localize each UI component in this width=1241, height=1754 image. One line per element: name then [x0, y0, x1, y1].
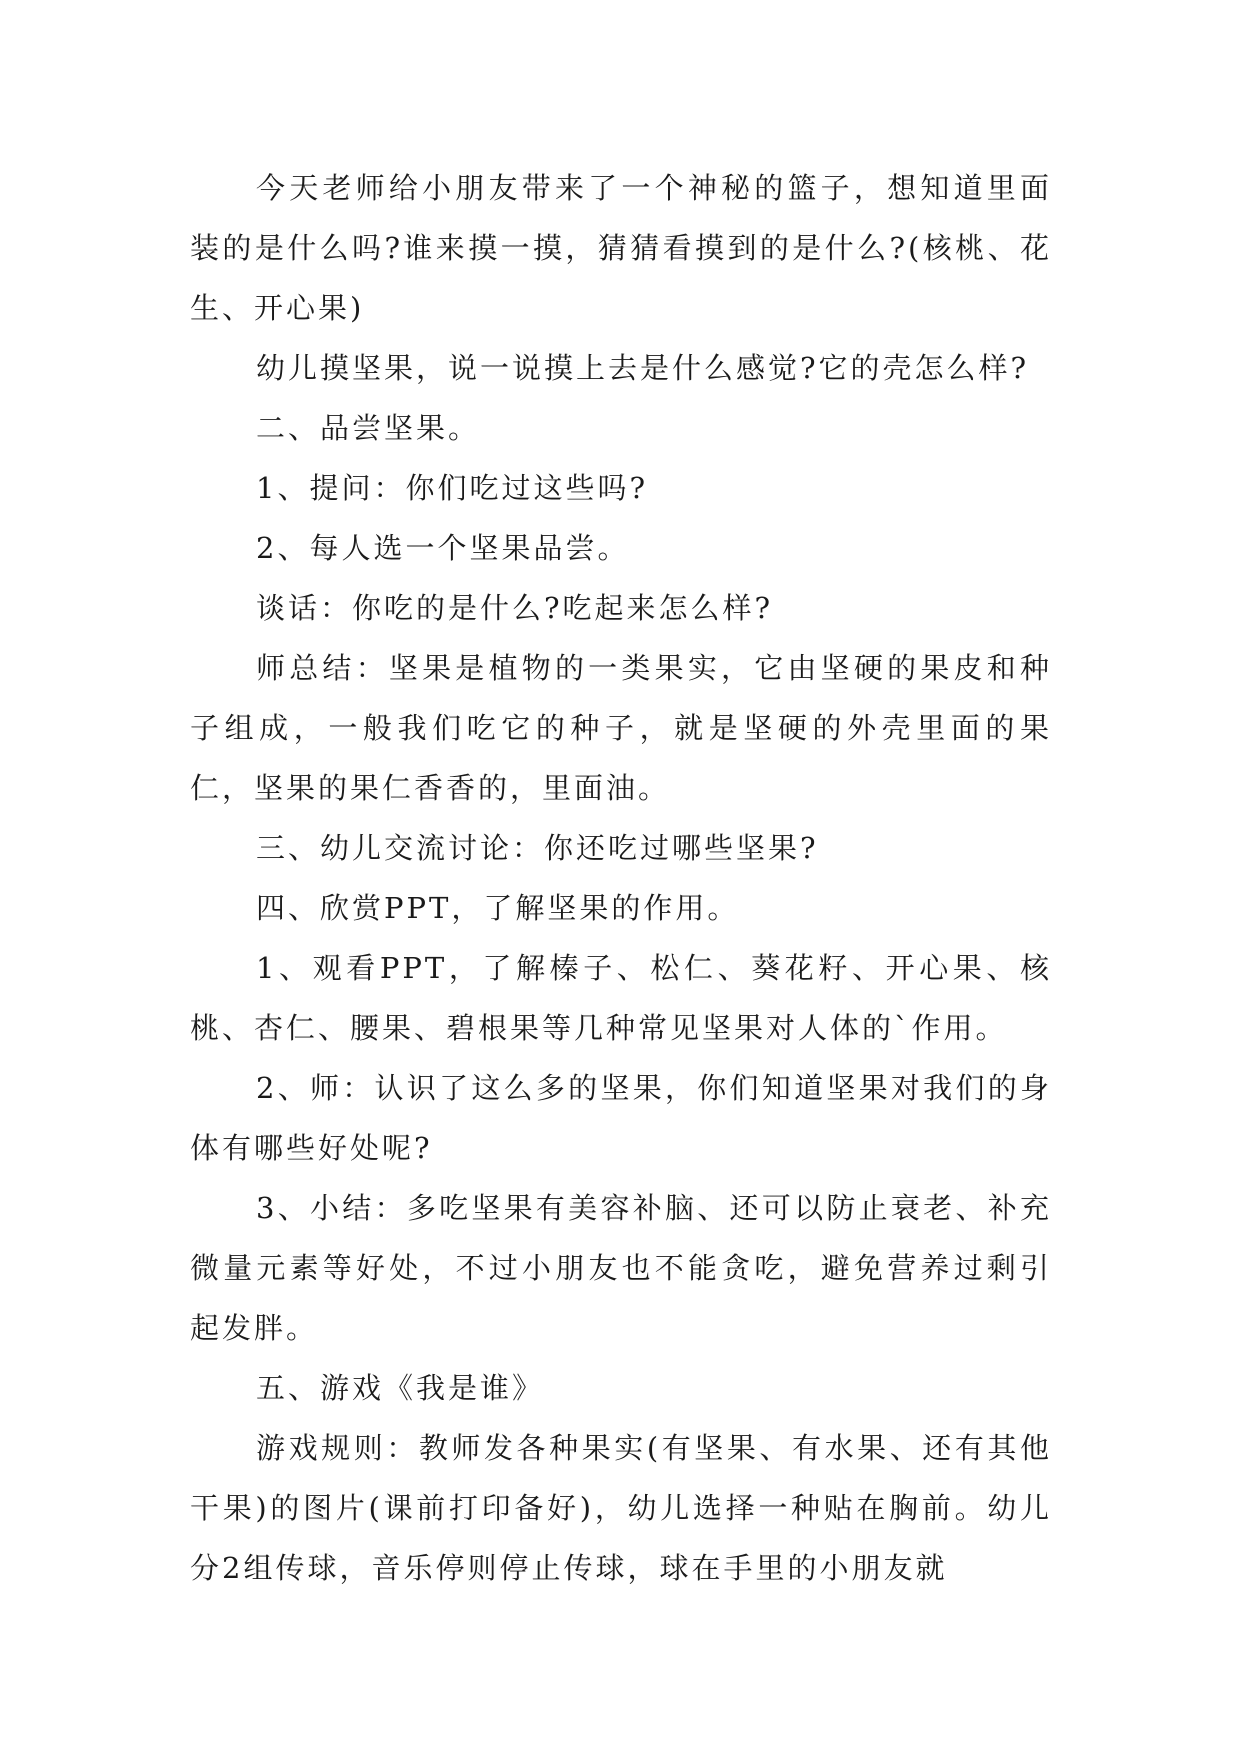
paragraph: 五、游戏《我是谁》	[256, 1371, 545, 1405]
paragraph: 谈话：你吃的是什么?吃起来怎么样?	[256, 591, 774, 625]
paragraph: 三、幼儿交流讨论：你还吃过哪些坚果?	[256, 831, 819, 865]
paragraph: 1、提问：你们吃过这些吗?	[256, 471, 648, 505]
paragraph: 四、欣赏PPT，了解坚果的作用。	[256, 891, 740, 925]
paragraph: 游戏规则：教师发各种果实(有坚果、有水果、还有其他干果)的图片(课前打印备好)，幼儿选择一种贴在胸前。幼儿分2组传球，音乐停则停止传球，球在手里的小朋友就	[190, 1431, 1052, 1585]
paragraph: 二、品尝坚果。	[256, 411, 481, 445]
paragraph: 师总结：坚果是植物的一类果实，它由坚硬的果皮和种子组成，一般我们吃它的种子，就是坚硬的外壳里面的果仁，坚果的果仁香香的，里面油。	[190, 651, 1052, 805]
paragraph: 今天老师给小朋友带来了一个神秘的篮子，想知道里面装的是什么吗?谁来摸一摸，猜猜看摸到的是什么?(核桃、花生、开心果)	[190, 171, 1052, 325]
paragraph: 3、小结：多吃坚果有美容补脑、还可以防止衰老、补充微量元素等好处，不过小朋友也不能贪吃，避免营养过剩引起发胖。	[190, 1191, 1052, 1345]
document-body	[190, 158, 1052, 1598]
paragraph: 1、观看PPT，了解榛子、松仁、葵花籽、开心果、核桃、杏仁、腰果、碧根果等几种常见坚果对人体的`作用。	[190, 951, 1052, 1045]
paragraph: 2、师：认识了这么多的坚果，你们知道坚果对我们的身体有哪些好处呢?	[190, 1071, 1052, 1165]
paragraph: 2、每人选一个坚果品尝。	[256, 531, 630, 565]
paragraph: 幼儿摸坚果，说一说摸上去是什么感觉?它的壳怎么样?	[256, 351, 1030, 385]
